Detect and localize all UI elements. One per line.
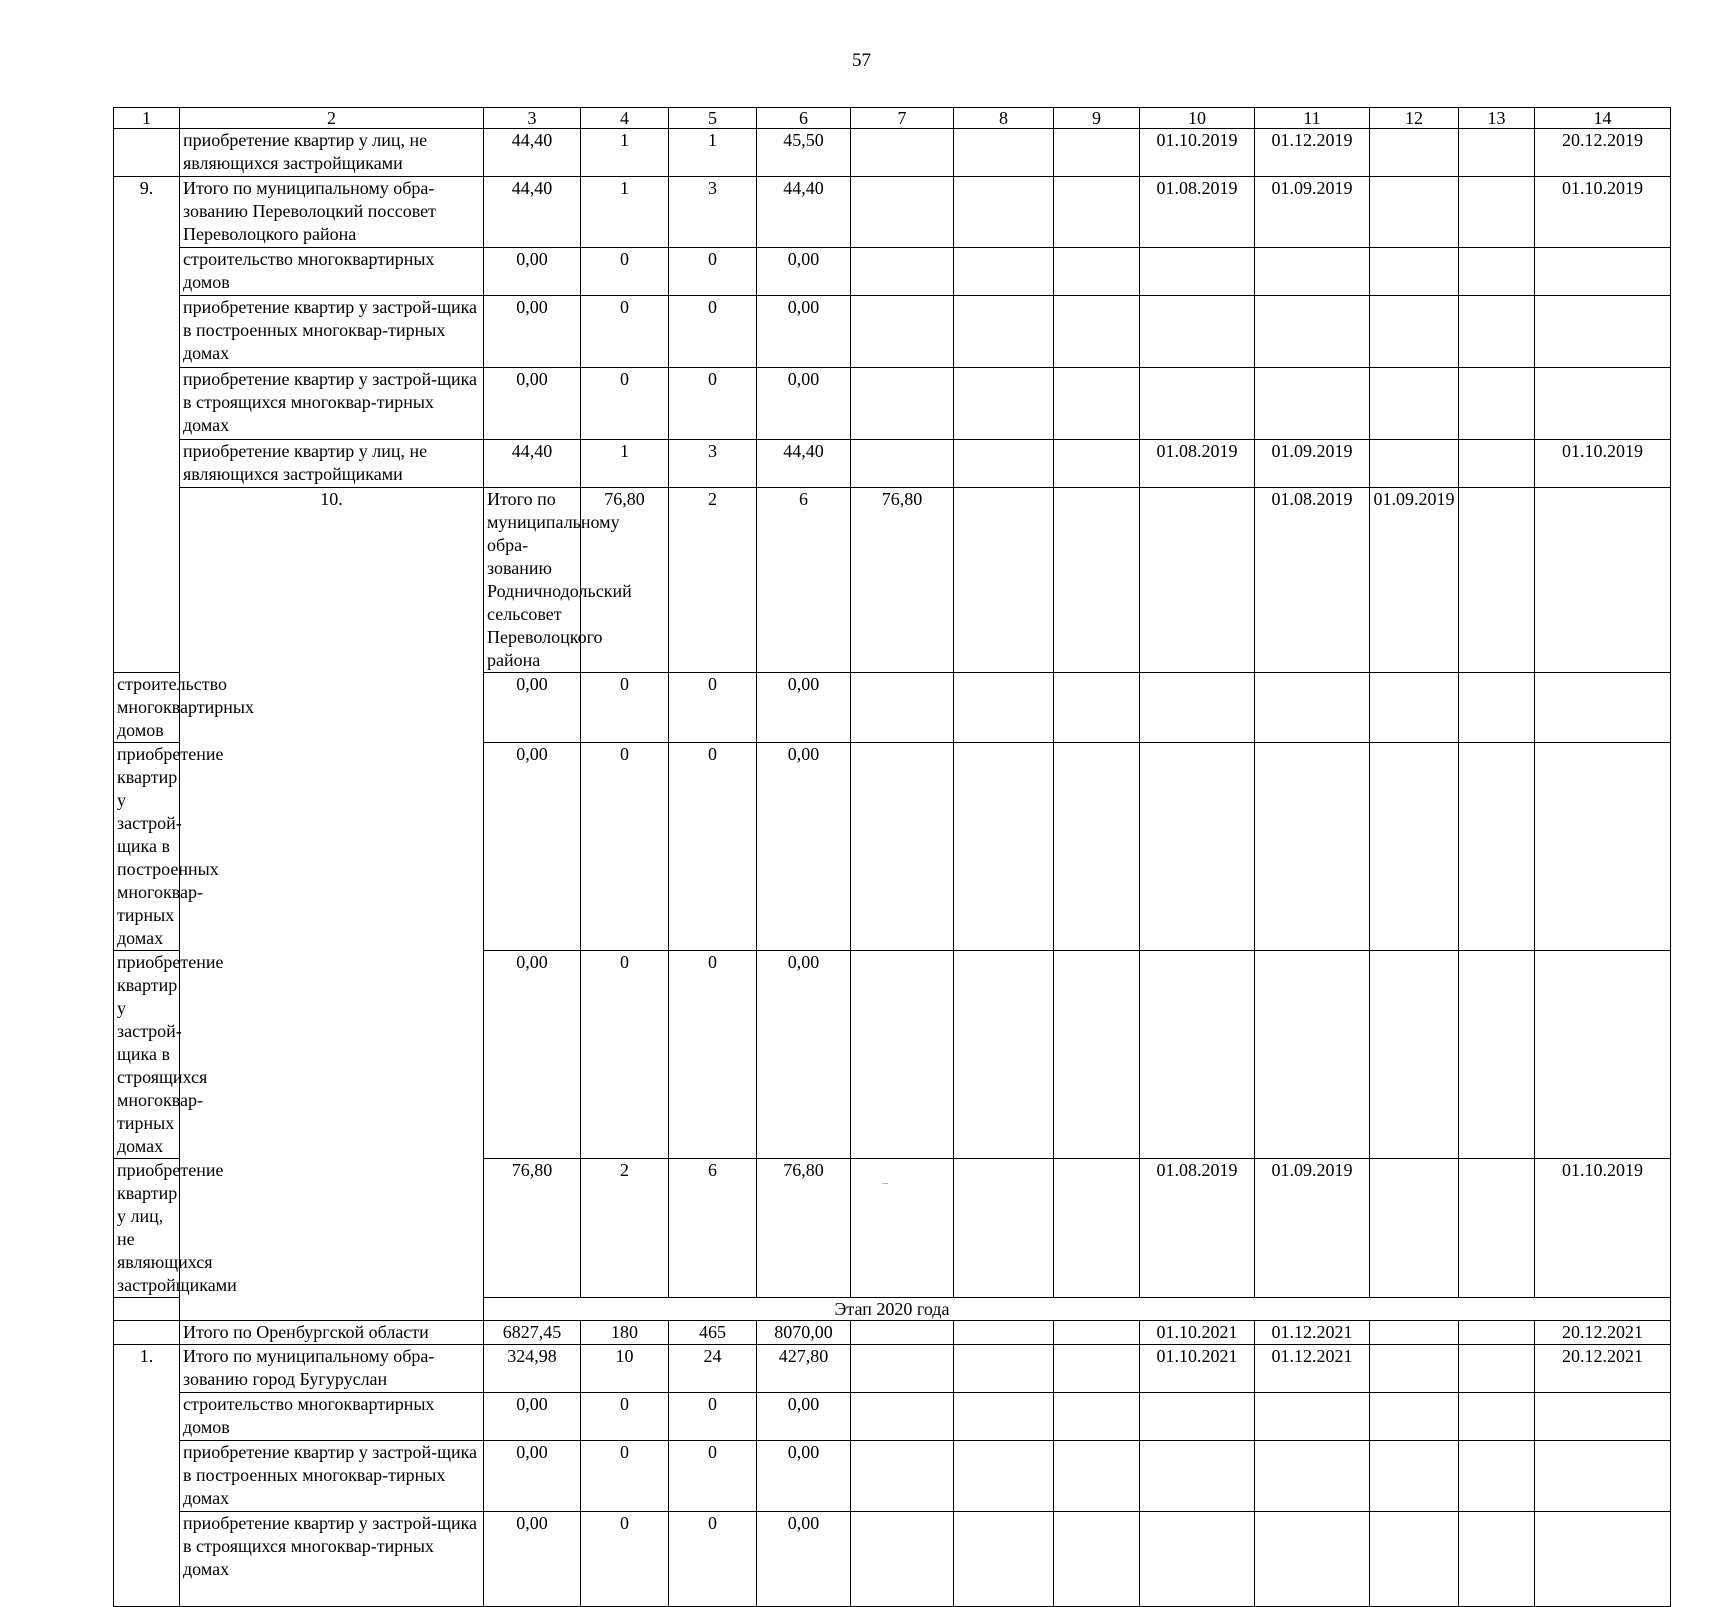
cell-col-9 [1054,1159,1140,1298]
cell-col-10: 01.08.2019 [1140,177,1255,248]
cell-col-8 [954,248,1054,296]
row-number: 9. [114,177,180,673]
cell-col-8 [954,1512,1054,1607]
cell-col-11 [1255,1512,1370,1607]
cell-col-3: 6827,45 [484,1321,581,1345]
row-description: строительство многоквартирных домов [180,1393,484,1441]
cell-col-10 [1140,743,1255,951]
table-row [114,1345,1671,1393]
cell-col-12 [1370,440,1459,488]
cell-col-4: 0 [581,368,669,440]
header-col-3: 3 [484,108,581,129]
cell-col-12 [1370,296,1459,368]
cell-col-7 [954,488,1054,673]
cell-col-9 [1054,296,1140,368]
cell-col-13 [1535,488,1671,673]
cell-col-5: 0 [669,951,757,1159]
cell-col-13 [1459,1321,1535,1345]
cell-col-10 [1140,951,1255,1159]
cell-col-7 [851,1345,954,1393]
cell-col-9 [1054,951,1140,1159]
cell-col-7 [851,1393,954,1441]
cell-col-13 [1459,440,1535,488]
cell-col-12 [1370,1321,1459,1345]
cell-col-14 [1535,296,1671,368]
cell-col-5: 0 [669,1512,757,1607]
cell-col-5: 0 [669,296,757,368]
cell-col-9 [1054,248,1140,296]
cell-col-12 [1370,673,1459,743]
cell-col-5: 465 [669,1321,757,1345]
cell-col-7 [851,743,954,951]
cell-col-12 [1370,368,1459,440]
cell-col-5: 0 [669,368,757,440]
header-col-9: 9 [1054,108,1140,129]
cell-col-10: 01.10.2021 [1140,1321,1255,1345]
cell-col-13 [1459,129,1535,177]
cell-col-13 [1459,743,1535,951]
cell-col-12 [1370,177,1459,248]
cell-col-11: 01.12.2019 [1255,129,1370,177]
cell-col-14: 01.10.2019 [1535,177,1671,248]
row-description: строительство многоквартирных домов [114,673,180,743]
cell-col-6: 0,00 [757,1512,851,1607]
cell-col-11: 01.12.2021 [1255,1345,1370,1393]
cell-col-9 [1054,129,1140,177]
cell-col-10 [1140,368,1255,440]
header-col-8: 8 [954,108,1054,129]
cell-col-10 [1140,673,1255,743]
cell-col-8 [954,440,1054,488]
cell-col-3: 0,00 [484,951,581,1159]
cell-col-4: 0 [581,1512,669,1607]
table-row [114,1321,1671,1345]
table-row [114,248,1671,296]
cell-col-14: 20.12.2021 [1535,1345,1671,1393]
cell-col-8 [954,1159,1054,1298]
cell-col-11 [1255,673,1370,743]
cell-col-11: 01.12.2021 [1255,1321,1370,1345]
row-description: приобретение квартир у лиц, не являющихся застройщиками [180,129,484,177]
cell-col-12 [1370,1441,1459,1512]
cell-col-6: 0,00 [757,296,851,368]
cell-col-10 [1140,1393,1255,1441]
table-row [114,1512,1671,1607]
cell-col-8 [954,1321,1054,1345]
program-table [113,107,1671,1607]
table-row [114,488,1671,673]
cell-col-11 [1255,248,1370,296]
cell-col-9 [1054,440,1140,488]
cell-col-11 [1255,368,1370,440]
cell-col-6: 0,00 [757,248,851,296]
cell-col-13 [1459,177,1535,248]
row-number [114,129,180,177]
cell-col-3: 0,00 [484,296,581,368]
cell-col-14 [1535,368,1671,440]
cell-col-9 [1054,177,1140,248]
row-number: 1. [114,1345,180,1607]
table-row [114,1441,1671,1512]
cell-col-6: 0,00 [757,1393,851,1441]
cell-col-3: 0,00 [484,1512,581,1607]
cell-col-5: 3 [669,440,757,488]
cell-col-5: 0 [669,248,757,296]
cell-col-3: 44,40 [484,177,581,248]
cell-col-13 [1459,951,1535,1159]
row-description: приобретение квартир у застрой-щика в строящихся многоквар-тирных домах [180,1512,484,1607]
cell-col-14 [1535,1441,1671,1512]
cell-col-6: 0,00 [757,743,851,951]
cell-col-9 [1054,1393,1140,1441]
cell-col-5: 0 [669,1393,757,1441]
column-number-header [114,108,1671,129]
cell-col-14: 20.12.2019 [1535,129,1671,177]
cell-col-8 [954,1441,1054,1512]
cell-col-12 [1370,129,1459,177]
cell-col-8 [954,673,1054,743]
cell-col-3: 324,98 [484,1345,581,1393]
header-col-10: 10 [1140,108,1255,129]
row-description: Итого по муниципальному обра-зованию Переволоцкий поссовет Переволоцкого района [180,177,484,248]
cell-col-13 [1459,1345,1535,1393]
cell-col-5: 3 [669,177,757,248]
cell-col-10 [1140,1512,1255,1607]
table-row [114,368,1671,440]
header-col-14: 14 [1535,108,1671,129]
cell-col-3: 0,00 [484,673,581,743]
cell-col-10: 01.10.2019 [1140,129,1255,177]
cell-col-3: 76,80 [484,1159,581,1298]
cell-col-8 [954,1345,1054,1393]
header-col-4: 4 [581,108,669,129]
header-col-1: 1 [114,108,180,129]
header-col-12: 12 [1370,108,1459,129]
scan-mark [882,1183,888,1184]
cell-col-12 [1370,1345,1459,1393]
cell-col-4: 1 [581,440,669,488]
cell-col-4: 1 [581,129,669,177]
row-description: приобретение квартир у застрой-щика в построенных многоквар-тирных домах [180,296,484,368]
cell-col-10: 01.08.2019 [1140,1159,1255,1298]
row-description: приобретение квартир у лиц, не являющихся застройщиками [180,440,484,488]
cell-col-13 [1459,1512,1535,1607]
cell-col-4: 0 [581,951,669,1159]
cell-col-7 [851,1321,954,1345]
cell-col-10 [1140,1441,1255,1512]
cell-col-11 [1255,1393,1370,1441]
cell-col-9 [1054,1441,1140,1512]
cell-col-14 [1535,1393,1671,1441]
cell-col-5: 0 [669,673,757,743]
table-row [114,129,1671,177]
cell-col-11: 01.09.2019 [1370,488,1459,673]
cell-col-13 [1459,1441,1535,1512]
cell-col-3: 0,00 [484,1441,581,1512]
cell-col-9 [1054,673,1140,743]
cell-col-7 [851,296,954,368]
cell-col-11 [1255,1441,1370,1512]
cell-col-8 [954,296,1054,368]
cell-col-14 [1535,673,1671,743]
header-col-11: 11 [1255,108,1370,129]
cell-col-13 [1459,248,1535,296]
row-description: Итого по муниципальному обра-зованию Родничнодольский сельсовет Переволоцкого района [484,488,581,673]
cell-col-7 [851,1441,954,1512]
cell-col-4: 10 [581,1345,669,1393]
cell-col-6: 0,00 [757,673,851,743]
cell-col-14 [1535,1512,1671,1607]
cell-col-9 [1054,1512,1140,1607]
cell-col-3: 0,00 [484,1393,581,1441]
cell-col-6: 0,00 [757,368,851,440]
cell-col-12 [1370,743,1459,951]
cell-col-5: 0 [669,743,757,951]
cell-col-7 [851,248,954,296]
table-row [114,296,1671,368]
row-number [114,1321,180,1345]
page-number: 57 [852,50,871,71]
cell-col-7 [851,673,954,743]
cell-col-12 [1370,248,1459,296]
cell-col-13 [1459,368,1535,440]
cell-col-5: 1 [669,129,757,177]
cell-col-6: 427,80 [757,1345,851,1393]
cell-col-13 [1459,673,1535,743]
cell-col-4: 1 [581,177,669,248]
row-number: 10. [180,488,484,1321]
header-col-5: 5 [669,108,757,129]
cell-col-8 [954,951,1054,1159]
header-col-6: 6 [757,108,851,129]
cell-col-5: 24 [669,1345,757,1393]
cell-col-3: 44,40 [484,440,581,488]
cell-col-12 [1370,951,1459,1159]
cell-col-6: 44,40 [757,177,851,248]
cell-col-4: 0 [581,743,669,951]
cell-col-7 [851,440,954,488]
cell-col-13 [1459,296,1535,368]
cell-col-8 [1054,488,1140,673]
cell-col-5: 6 [669,1159,757,1298]
cell-col-13 [1459,1393,1535,1441]
cell-col-10: 01.08.2019 [1140,440,1255,488]
cell-col-11: 01.09.2019 [1255,1159,1370,1298]
cell-col-12 [1370,1393,1459,1441]
row-description: Итого по Оренбургской области [180,1321,484,1345]
cell-col-10: 01.10.2021 [1140,1345,1255,1393]
cell-col-3: 0,00 [484,248,581,296]
cell-col-7 [851,129,954,177]
cell-col-12 [1370,1512,1459,1607]
table-body [114,108,1671,1607]
cell-col-10: 01.08.2019 [1255,488,1370,673]
cell-col-14 [1535,248,1671,296]
cell-col-10 [1140,296,1255,368]
row-description: приобретение квартир у застрой-щика в построенных многоквар-тирных домах [180,1441,484,1512]
cell-col-11 [1255,296,1370,368]
cell-col-8 [954,368,1054,440]
cell-col-4: 180 [581,1321,669,1345]
header-col-13: 13 [1459,108,1535,129]
cell-col-7 [851,368,954,440]
cell-col-9 [1054,368,1140,440]
cell-col-6: 76,80 [851,488,954,673]
table-row [114,440,1671,488]
cell-col-5: 0 [669,1441,757,1512]
cell-col-14 [1535,743,1671,951]
row-description: приобретение квартир у застрой-щика в строящихся многоквар-тирных домах [114,951,180,1159]
stage-title: Этап 2020 года [114,1298,1671,1321]
cell-col-4: 0 [581,248,669,296]
cell-col-8 [954,743,1054,951]
cell-col-5: 6 [757,488,851,673]
cell-col-9 [1140,488,1255,673]
cell-col-6: 44,40 [757,440,851,488]
cell-col-4: 0 [581,296,669,368]
cell-col-11 [1255,743,1370,951]
cell-col-14: 20.12.2021 [1535,1321,1671,1345]
row-description: Итого по муниципальному обра-зованию город Бугуруслан [180,1345,484,1393]
cell-col-6: 8070,00 [757,1321,851,1345]
header-col-7: 7 [851,108,954,129]
cell-col-9 [1054,1321,1140,1345]
cell-col-3: 0,00 [484,743,581,951]
cell-col-14: 01.10.2019 [1535,1159,1671,1298]
cell-col-4: 0 [581,1393,669,1441]
row-description: приобретение квартир у застрой-щика в построенных многоквар-тирных домах [114,743,180,951]
cell-col-8 [954,177,1054,248]
table-row [114,177,1671,248]
cell-col-9 [1054,743,1140,951]
cell-col-4: 2 [669,488,757,673]
cell-col-7 [851,1159,954,1298]
cell-col-3: 76,80 [581,488,669,673]
cell-col-6: 0,00 [757,1441,851,1512]
row-description: приобретение квартир у лиц, не являющихся застройщиками [114,1159,180,1298]
cell-col-6: 0,00 [757,951,851,1159]
table-row [114,1393,1671,1441]
cell-col-3: 0,00 [484,368,581,440]
row-description: строительство многоквартирных домов [180,248,484,296]
cell-col-7 [851,951,954,1159]
cell-col-8 [954,129,1054,177]
cell-col-6: 45,50 [757,129,851,177]
cell-col-3: 44,40 [484,129,581,177]
cell-col-4: 0 [581,1441,669,1512]
cell-col-14: 01.10.2019 [1535,440,1671,488]
cell-col-8 [954,1393,1054,1441]
cell-col-7 [851,1512,954,1607]
cell-col-14 [1535,951,1671,1159]
cell-col-12 [1370,1159,1459,1298]
cell-col-6: 76,80 [757,1159,851,1298]
cell-col-11 [1255,951,1370,1159]
stage-row [114,1298,1671,1321]
cell-col-7 [851,177,954,248]
cell-col-11: 01.09.2019 [1255,440,1370,488]
row-description: приобретение квартир у застрой-щика в строящихся многоквар-тирных домах [180,368,484,440]
cell-col-12 [1459,488,1535,673]
cell-col-4: 2 [581,1159,669,1298]
cell-col-9 [1054,1345,1140,1393]
cell-col-11: 01.09.2019 [1255,177,1370,248]
cell-col-4: 0 [581,673,669,743]
cell-col-13 [1459,1159,1535,1298]
header-col-2: 2 [180,108,484,129]
cell-col-10 [1140,248,1255,296]
